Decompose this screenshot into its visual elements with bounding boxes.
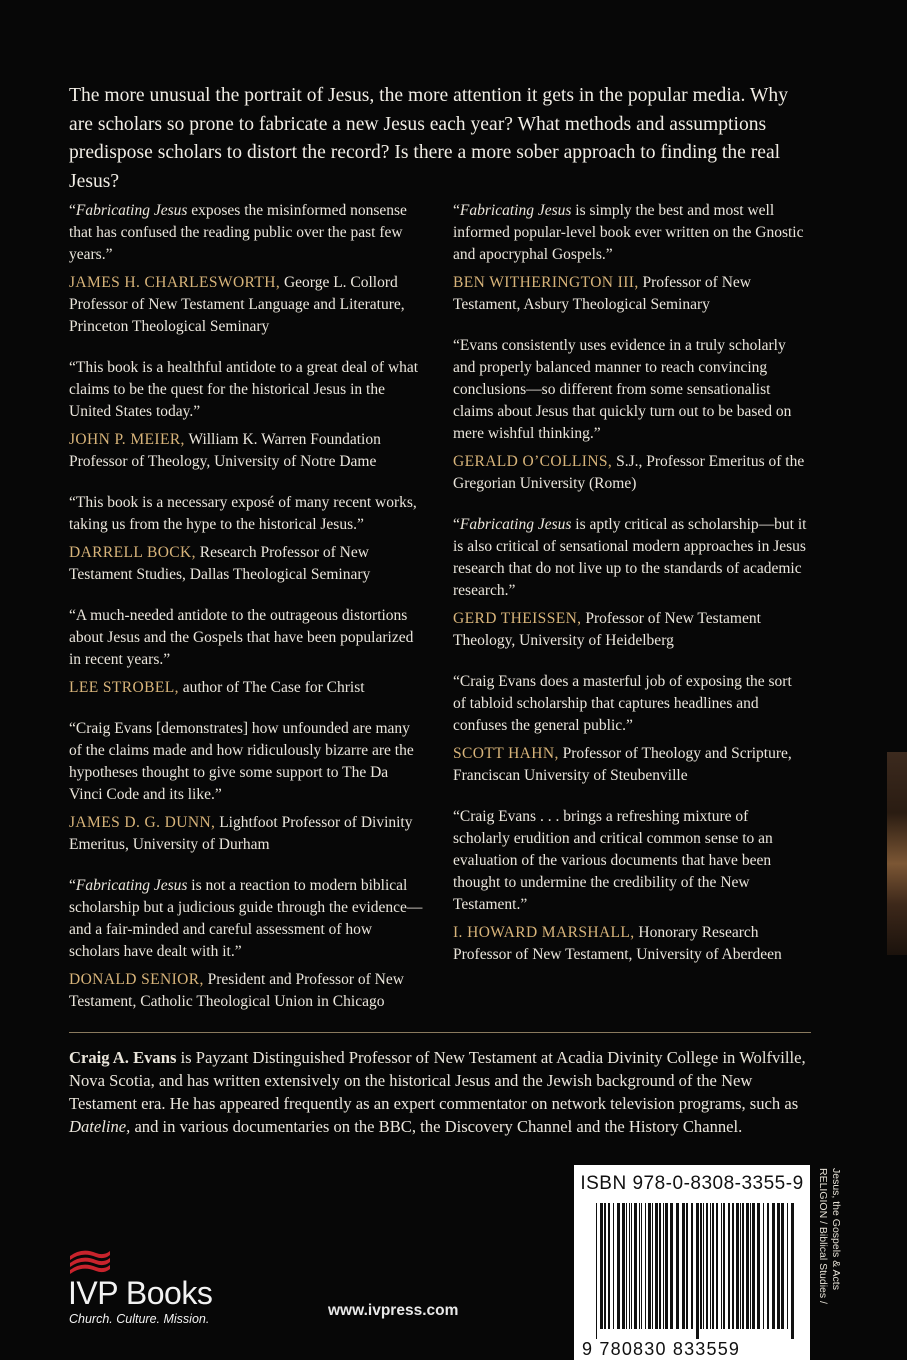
- endorsement-quote: “Fabricating Jesus exposes the misinformed nonsense that has confused the reading public over the past few years.”: [69, 202, 407, 263]
- endorsement: [69, 605, 424, 699]
- barcode-bar: [703, 1203, 704, 1329]
- category-line-1: RELIGION / Biblical Studies /: [817, 1168, 829, 1304]
- barcode-bar: [691, 1203, 693, 1329]
- endorsement: [453, 514, 808, 652]
- endorsement-attribution: [453, 272, 808, 316]
- barcode-bar: [648, 1203, 651, 1329]
- publisher-tagline: Church. Culture. Mission.: [69, 1312, 210, 1326]
- barcode-bar: [686, 1203, 688, 1329]
- barcode-bar: [641, 1203, 642, 1329]
- barcode-bar: [639, 1203, 640, 1329]
- endorsement-attribution: [69, 812, 424, 856]
- barcode-bar: [622, 1203, 625, 1329]
- endorser-role: Lightfoot Professor of Divinity Emeritus, University of Durham: [69, 814, 413, 853]
- barcode-bar: [659, 1203, 661, 1329]
- endorsement-attribution: [69, 272, 424, 338]
- endorser-name: JAMES H. CHARLESWORTH,: [69, 274, 281, 291]
- barcode-digits: 9 780830 833559: [582, 1339, 741, 1359]
- endorsement: [69, 718, 424, 856]
- intro-paragraph: The more unusual the portrait of Jesus, the more attention it gets in the popular media. Why are scholars so prone to fabricate a new Jesus each year? What methods and assumptions predispose scholars to distort the record? Is there a more sober approach to finding the real Jesus?: [69, 85, 788, 192]
- endorser-role: Professor of Theology and Scripture, Franciscan University of Steubenville: [453, 745, 792, 784]
- barcode-bar: [750, 1203, 751, 1329]
- barcode-bar: [700, 1203, 702, 1329]
- barcode-bar: [670, 1203, 673, 1329]
- barcode-bar: [787, 1203, 788, 1329]
- barcode-bar: [608, 1203, 610, 1329]
- barcode-bar: [600, 1203, 603, 1329]
- endorsements-left-column: [69, 200, 424, 1032]
- barcode-bar: [613, 1203, 614, 1329]
- endorsement-attribution: [69, 429, 424, 473]
- publisher-logo: [68, 1246, 218, 1326]
- barcode-bar: [781, 1203, 784, 1329]
- author-name: Craig A. Evans: [69, 1048, 177, 1067]
- endorser-role: William K. Warren Foundation Professor of Theology, University of Notre Dame: [69, 431, 381, 470]
- barcode-bar: [696, 1203, 699, 1339]
- endorsement: [69, 357, 424, 473]
- barcode-bar: [634, 1203, 637, 1329]
- endorser-name: SCOTT HAHN,: [453, 745, 559, 762]
- endorser-role: author of The Case for Christ: [178, 679, 365, 696]
- endorser-name: DARRELL BOCK,: [69, 544, 196, 561]
- endorser-role: Honorary Research Professor of New Testament, University of Aberdeen: [453, 924, 782, 963]
- barcode-bar: [631, 1203, 632, 1329]
- endorsement: [69, 875, 424, 1013]
- endorsement-quote: “Fabricating Jesus is aptly critical as scholarship—but it is also critical of sensational modern approaches in Jesus research that do not live up to the standards of academic research.”: [453, 516, 807, 599]
- cover-photo-edge: [887, 752, 907, 955]
- endorsement-attribution: [453, 922, 808, 966]
- bio-text-after: and in various documentaries on the BBC, the Discovery Channel and the History Channel.: [130, 1117, 743, 1136]
- endorsement: [453, 335, 808, 495]
- barcode-bar: [655, 1203, 658, 1329]
- barcode-bar: [665, 1203, 668, 1329]
- endorser-name: LEE STROBEL,: [69, 679, 179, 696]
- barcode-bar: [617, 1203, 620, 1329]
- barcode-bar: [652, 1203, 653, 1329]
- endorsement-quote: “Craig Evans does a masterful job of exposing the sort of tabloid scholarship that captures headlines and confuses the general public.”: [453, 673, 792, 734]
- endorsement: [69, 200, 424, 338]
- barcode-bar: [736, 1203, 739, 1329]
- endorser-name: JAMES D. G. DUNN,: [69, 814, 216, 831]
- endorser-name: BEN WITHERINGTON III,: [453, 274, 639, 291]
- endorser-name: I. HOWARD MARSHALL,: [453, 924, 635, 941]
- barcode-box: [574, 1165, 810, 1360]
- endorser-role: Professor of New Testament, Asbury Theological Seminary: [453, 274, 751, 313]
- endorser-role: George L. Collord Professor of New Testament Language and Literature, Princeton Theological Seminary: [69, 274, 405, 335]
- endorsement-attribution: [453, 743, 808, 787]
- barcode-bar: [626, 1203, 627, 1329]
- endorsement-attribution: [69, 677, 424, 699]
- bio-italic: Dateline,: [69, 1117, 131, 1136]
- barcode-bar: [763, 1203, 764, 1329]
- barcode-bar: [682, 1203, 685, 1329]
- barcode-bar: [740, 1203, 741, 1329]
- endorsement: [453, 806, 808, 966]
- endorsements-right-column: [453, 200, 808, 985]
- barcode-bar: [710, 1203, 711, 1329]
- barcode-bar: [706, 1203, 708, 1329]
- endorser-role: Professor of New Testament Theology, University of Heidelberg: [453, 610, 761, 649]
- endorser-role: President and Professor of New Testament, Catholic Theological Union in Chicago: [69, 971, 404, 1010]
- barcode-bar: [645, 1203, 646, 1329]
- category-line-2: Jesus, the Gospels & Acts: [830, 1168, 842, 1290]
- endorser-name: GERALD O’COLLINS,: [453, 453, 613, 470]
- endorsement-quote: “Craig Evans [demonstrates] how unfounded are many of the claims made and how ridiculously bizarre are the hypotheses thought to give some support to The Da Vinci Code and its like.”: [69, 720, 414, 803]
- barcode-bar: [712, 1203, 714, 1329]
- publisher-url[interactable]: www.ivpress.com: [328, 1302, 459, 1319]
- endorsement: [453, 671, 808, 787]
- barcode-bar: [716, 1203, 718, 1329]
- barcode-bar: [767, 1203, 769, 1329]
- endorser-role: Research Professor of New Testament Studies, Dallas Theological Seminary: [69, 544, 371, 583]
- barcode-bar: [676, 1203, 679, 1329]
- endorsement-quote: “A much-needed antidote to the outrageous distortions about Jesus and the Gospels that have been popularized in recent years.”: [69, 607, 414, 668]
- endorser-name: GERD THEISSEN,: [453, 610, 582, 627]
- author-bio: [69, 1046, 814, 1138]
- bio-text-before: is Payzant Distinguished Professor of New Testament at Acadia Divinity College in Wolfville, Nova Scotia, and has written extensively on the historical Jesus and the Jewish background of the New Testament era. He has appeared frequently as an expert commentator on network television programs, such as: [69, 1048, 806, 1113]
- endorsement: [453, 200, 808, 316]
- barcode-bar: [604, 1203, 606, 1329]
- endorsement-quote: “This book is a necessary exposé of many recent works, taking us from the hype to the historical Jesus.”: [69, 494, 417, 533]
- barcode-bar: [757, 1203, 760, 1329]
- barcode-bar: [777, 1203, 780, 1329]
- barcode-bar: [746, 1203, 749, 1329]
- publisher-name: IVP Books: [68, 1275, 213, 1311]
- endorsement-attribution: [453, 608, 808, 652]
- endorser-role: S.J., Professor Emeritus of the Gregorian University (Rome): [453, 453, 805, 492]
- barcode-bar: [752, 1203, 755, 1329]
- endorsement-quote: “Fabricating Jesus is simply the best and most well informed popular-level book ever written on the Gnostic and apocryphal Gospels.”: [453, 202, 804, 263]
- barcode-bar: [721, 1203, 722, 1329]
- endorsement-quote: “Craig Evans . . . brings a refreshing mixture of scholarly erudition and critical common sense to an evaluation of the various documents that have been thought to undermine the credibility of the New Testament.”: [453, 808, 773, 913]
- category-label: [810, 1168, 850, 1358]
- section-divider: [69, 1032, 811, 1033]
- endorsement-attribution: [69, 542, 424, 586]
- barcode-bar: [772, 1203, 775, 1329]
- barcode-bar: [791, 1203, 794, 1339]
- endorser-name: DONALD SENIOR,: [69, 971, 204, 988]
- ivp-swoosh-icon: [68, 1246, 112, 1276]
- barcode-bar: [629, 1203, 630, 1329]
- barcode-bars: [596, 1203, 796, 1339]
- barcode-bar: [732, 1203, 734, 1329]
- endorsement-quote: “Evans consistently uses evidence in a truly scholarly and properly balanced manner to reach convincing conclusions—so different from some sensationalist claims about Jesus that quickly turn out to be based on mere wishful thinking.”: [453, 337, 792, 442]
- barcode-bar: [596, 1203, 597, 1339]
- barcode-bar: [728, 1203, 730, 1329]
- endorsement: [69, 492, 424, 586]
- endorsement-quote: “This book is a healthful antidote to a great deal of what claims to be the quest for the historical Jesus in the United States today.”: [69, 359, 419, 420]
- endorsement-quote: “Fabricating Jesus is not a reaction to modern biblical scholarship but a judicious guide through the evidence—and a fair-minded and careful assessment of how scholars have dealt with it.”: [69, 877, 423, 960]
- isbn-label: ISBN 978-0-8308-3355-9: [580, 1173, 804, 1194]
- barcode-bar: [742, 1203, 744, 1329]
- barcode-bar: [663, 1203, 664, 1329]
- endorsement-attribution: [453, 451, 808, 495]
- barcode-bar: [723, 1203, 725, 1329]
- endorsement-attribution: [69, 969, 424, 1013]
- endorser-name: JOHN P. MEIER,: [69, 431, 185, 448]
